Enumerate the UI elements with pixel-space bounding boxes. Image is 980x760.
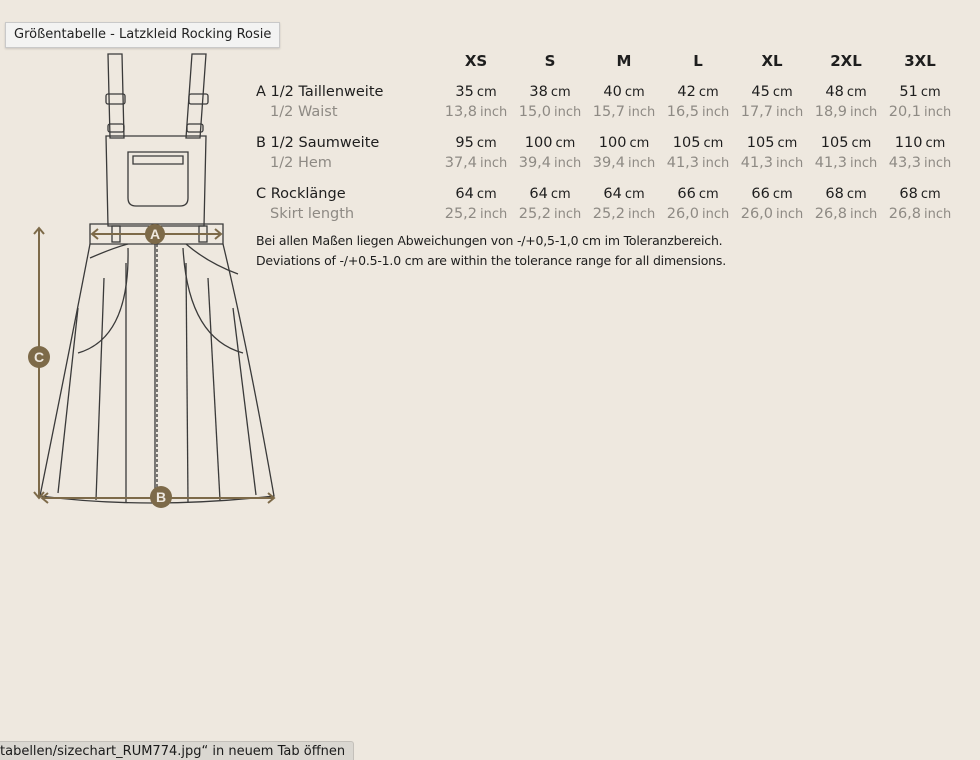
cell-cm <box>441 135 511 151</box>
cell-inch-unit: inch <box>480 207 508 222</box>
cell-cm-value: 64 <box>603 186 622 202</box>
cell-cm-unit: cm <box>703 136 724 151</box>
label-b <box>150 486 172 508</box>
cell-cm-value: 64 <box>529 186 548 202</box>
cell-cm-value: 35 <box>455 84 474 100</box>
cell-cm-unit: cm <box>629 136 650 151</box>
cell-inch-value: 41,3 <box>814 155 848 171</box>
cell-inch-unit: inch <box>850 156 878 171</box>
cell-inch-value: 16,5 <box>666 104 700 120</box>
cell-inch-value: 20,1 <box>888 104 922 120</box>
cell-inch <box>587 206 661 222</box>
bib <box>106 136 206 226</box>
size-header-xl: XL <box>761 52 783 70</box>
cell-inch <box>735 155 809 171</box>
cell-cm-value: 66 <box>751 186 770 202</box>
cell-inch-unit: inch <box>776 105 804 120</box>
cell-inch-unit: inch <box>776 156 804 171</box>
label-c <box>28 346 50 368</box>
cell-inch-value: 39,4 <box>592 155 626 171</box>
cell-inch-unit: inch <box>554 105 582 120</box>
cell-cm-unit: cm <box>851 136 872 151</box>
cell-cm-value: 45 <box>751 84 770 100</box>
cell-inch <box>661 206 735 222</box>
cell-inch-unit: inch <box>628 156 656 171</box>
cell-cm-unit: cm <box>476 136 497 151</box>
cell-cm-value: 105 <box>746 135 775 151</box>
cell-inch <box>587 155 661 171</box>
cell-inch-value: 25,2 <box>592 206 626 222</box>
cell-cm-value: 105 <box>672 135 701 151</box>
cell-inch-value: 26,8 <box>814 206 848 222</box>
left-pocket <box>90 244 128 258</box>
cell-cm-unit: cm <box>772 85 793 100</box>
cell-inch <box>735 206 809 222</box>
cell-cm-unit: cm <box>476 187 497 202</box>
size-header-xs: XS <box>464 52 488 70</box>
cell-inch <box>809 155 883 171</box>
cell-inch <box>735 104 809 120</box>
cell-inch <box>809 206 883 222</box>
cell-inch-unit: inch <box>924 105 952 120</box>
cell-inch <box>883 155 957 171</box>
cell-cm-value: 100 <box>524 135 553 151</box>
cell-inch-unit: inch <box>850 105 878 120</box>
cell-cm-value: 40 <box>603 84 622 100</box>
cell-inch <box>809 104 883 120</box>
cell-inch-unit: inch <box>554 156 582 171</box>
size-header-2xl: 2XL <box>830 52 862 70</box>
size-header-3xl: 3XL <box>904 52 936 70</box>
cell-cm <box>515 186 585 202</box>
cell-cm <box>885 84 955 100</box>
label-a <box>145 224 165 244</box>
cell-inch-value: 41,3 <box>740 155 774 171</box>
tolerance-note-en: Deviations of -/+0.5-1.0 cm are within the tolerance range for all dimensions. <box>256 253 726 268</box>
cell-inch-value: 13,8 <box>444 104 478 120</box>
cell-inch-unit: inch <box>702 207 730 222</box>
link-status-bar: tabellen/sizechart_RUM774.jpg“ in neuem Tab öffnen <box>0 741 354 760</box>
cell-inch-value: 26,0 <box>740 206 774 222</box>
cell-cm-value: 68 <box>825 186 844 202</box>
cell-inch-value: 37,4 <box>444 155 478 171</box>
cell-inch-unit: inch <box>924 156 952 171</box>
row-label: B 1/2 Saumweite <box>256 135 380 151</box>
cell-cm-value: 105 <box>820 135 849 151</box>
cell-cm <box>811 84 881 100</box>
cell-inch-value: 26,0 <box>666 206 700 222</box>
cell-cm-unit: cm <box>846 187 867 202</box>
cell-inch-value: 17,7 <box>740 104 774 120</box>
cell-inch <box>439 104 513 120</box>
cell-cm <box>811 186 881 202</box>
svg-text:C: C <box>33 349 45 365</box>
cell-inch-unit: inch <box>702 105 730 120</box>
cell-cm-value: 48 <box>825 84 844 100</box>
size-header-s: S <box>544 52 556 70</box>
left-strap <box>108 54 124 138</box>
cell-inch <box>439 206 513 222</box>
cell-cm <box>589 84 659 100</box>
cell-inch-value: 15,7 <box>592 104 626 120</box>
cell-inch-unit: inch <box>850 207 878 222</box>
cell-inch-unit: inch <box>924 207 952 222</box>
cell-inch <box>439 155 513 171</box>
cell-cm-value: 100 <box>598 135 627 151</box>
svg-text:A: A <box>149 226 161 242</box>
cell-inch-value: 41,3 <box>666 155 700 171</box>
cell-inch <box>513 155 587 171</box>
cell-inch <box>883 104 957 120</box>
cell-cm <box>737 186 807 202</box>
cell-inch-value: 43,3 <box>888 155 922 171</box>
cell-inch-value: 26,8 <box>888 206 922 222</box>
cell-cm-unit: cm <box>920 85 941 100</box>
cell-cm-unit: cm <box>777 136 798 151</box>
cell-cm-value: 110 <box>894 135 923 151</box>
cell-cm <box>441 186 511 202</box>
cell-cm-unit: cm <box>698 85 719 100</box>
cell-inch-unit: inch <box>628 105 656 120</box>
cell-cm-unit: cm <box>550 85 571 100</box>
svg-text:B: B <box>155 489 167 505</box>
cell-cm-unit: cm <box>698 187 719 202</box>
cell-cm <box>589 186 659 202</box>
cell-inch-value: 15,0 <box>518 104 552 120</box>
cell-cm-unit: cm <box>925 136 946 151</box>
cell-cm <box>589 135 659 151</box>
cell-cm <box>441 84 511 100</box>
cell-cm-unit: cm <box>555 136 576 151</box>
cell-inch-value: 39,4 <box>518 155 552 171</box>
cell-cm-unit: cm <box>846 85 867 100</box>
bib-pocket <box>128 152 188 206</box>
cell-cm <box>515 84 585 100</box>
cell-cm-value: 95 <box>455 135 474 151</box>
cell-cm-value: 51 <box>899 84 918 100</box>
image-title-tooltip: Größentabelle - Latzkleid Rocking Rosie <box>5 22 280 48</box>
cell-cm <box>663 135 733 151</box>
cell-inch-unit: inch <box>628 207 656 222</box>
cell-cm-unit: cm <box>476 85 497 100</box>
cell-inch-unit: inch <box>702 156 730 171</box>
cell-cm-value: 66 <box>677 186 696 202</box>
cell-cm <box>885 135 955 151</box>
row-sublabel: 1/2 Hem <box>270 155 332 171</box>
cell-inch-unit: inch <box>554 207 582 222</box>
cell-inch-value: 18,9 <box>814 104 848 120</box>
cell-cm-value: 42 <box>677 84 696 100</box>
cell-inch-unit: inch <box>480 105 508 120</box>
row-label: A 1/2 Taillenweite <box>256 84 384 100</box>
cell-cm <box>811 135 881 151</box>
cell-inch-value: 25,2 <box>444 206 478 222</box>
cell-cm <box>737 84 807 100</box>
cell-inch <box>661 104 735 120</box>
cell-cm <box>663 84 733 100</box>
row-sublabel: Skirt length <box>270 206 355 222</box>
cell-inch-value: 25,2 <box>518 206 552 222</box>
right-pocket <box>186 244 238 274</box>
row-label: C Rocklänge <box>256 186 346 202</box>
tolerance-note-de: Bei allen Maßen liegen Abweichungen von -/+0,5-1,0 cm im Toleranzbereich. <box>256 233 723 248</box>
row-sublabel: 1/2 Waist <box>270 104 338 120</box>
cell-cm <box>515 135 585 151</box>
cell-cm <box>885 186 955 202</box>
size-header-l: L <box>693 52 703 70</box>
cell-inch <box>661 155 735 171</box>
cell-cm <box>737 135 807 151</box>
cell-cm <box>663 186 733 202</box>
cell-inch-unit: inch <box>480 156 508 171</box>
cell-cm-value: 38 <box>529 84 548 100</box>
cell-inch <box>587 104 661 120</box>
cell-inch <box>513 104 587 120</box>
cell-inch <box>883 206 957 222</box>
cell-cm-value: 64 <box>455 186 474 202</box>
cell-inch-unit: inch <box>776 207 804 222</box>
cell-cm-unit: cm <box>772 187 793 202</box>
cell-cm-unit: cm <box>624 187 645 202</box>
cell-cm-value: 68 <box>899 186 918 202</box>
cell-cm-unit: cm <box>624 85 645 100</box>
cell-cm-unit: cm <box>550 187 571 202</box>
size-header-m: M <box>616 52 632 70</box>
dress-diagram <box>18 48 283 518</box>
cell-inch <box>513 206 587 222</box>
cell-cm-unit: cm <box>920 187 941 202</box>
